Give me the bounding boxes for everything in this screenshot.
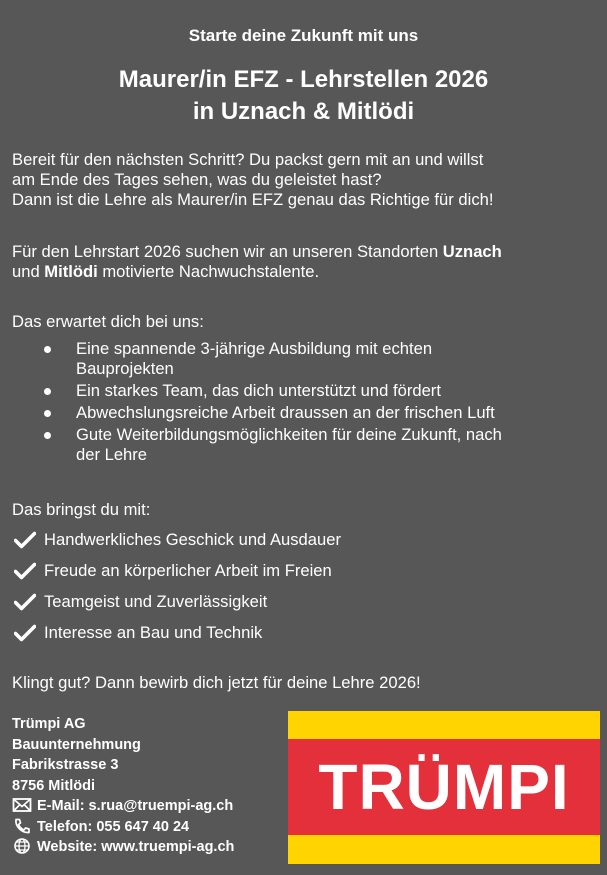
bullet-icon — [44, 432, 51, 439]
locations-and: und — [12, 262, 45, 281]
locations-prefix: Für den Lehrstart 2026 suchen wir an unseren Standorten — [12, 242, 443, 261]
bullet-icon — [44, 410, 51, 417]
title-line-2: in Uznach & Mitlödi — [192, 98, 415, 125]
contact-block — [12, 714, 302, 858]
list-item: Freude an körperlicher Arbeit im Freien — [12, 561, 600, 592]
requirements-list — [12, 530, 600, 654]
email-link[interactable]: E-Mail: s.rua@truempi-ag.ch — [37, 798, 234, 814]
list-item: Eine spannende 3-jährige Ausbildung mit echten Bauprojekten — [12, 339, 600, 379]
locations-line-2 — [12, 262, 600, 282]
intro-line-3: Dann ist die Lehre als Maurer/in EFZ genau das Richtige für dich! — [12, 190, 494, 209]
company-street: Fabrikstrasse 3 — [12, 757, 119, 773]
location-mitloedi: Mitlödi — [44, 262, 98, 281]
logo-red-band — [288, 739, 600, 835]
checkmark-icon — [14, 593, 36, 611]
locations-paragraph — [12, 242, 600, 282]
closing-text: Klingt gut? Dann bewirb dich jetzt für deine Lehre 2026! — [12, 673, 421, 692]
locations-suffix: motivierte Nachwuchstalente. — [97, 262, 320, 281]
checkmark-icon — [14, 562, 36, 580]
kicker-text: Starte deine Zukunft mit uns — [188, 26, 419, 45]
list-item: Handwerkliches Geschick und Ausdauer — [12, 530, 600, 561]
phone-icon — [12, 818, 32, 834]
intro-line-1: Bereit für den nächsten Schritt? Du packst gern mit an und willst — [12, 150, 484, 169]
checkmark-icon — [14, 624, 36, 642]
company-city: 8756 Mitlödi — [12, 777, 95, 794]
locations-line-1 — [12, 242, 600, 262]
intro-paragraph — [12, 150, 600, 210]
phone-row[interactable] — [12, 817, 302, 838]
envelope-icon — [12, 797, 32, 813]
list-item: Abwechslungsreiche Arbeit draussen an der frischen Luft — [12, 403, 600, 423]
truempi-logo — [288, 711, 600, 864]
requirements-heading: Das bringst du mit: — [12, 500, 151, 519]
company-division: Bauunternehmung — [12, 736, 141, 753]
bullet-icon — [44, 388, 51, 395]
globe-icon — [12, 838, 32, 854]
list-item: Gute Weiterbildungsmöglichkeiten für deine Zukunft, nach der Lehre — [12, 425, 600, 465]
list-item: Ein starkes Team, das dich unterstützt und fördert — [12, 381, 600, 401]
location-uznach: Uznach — [442, 242, 502, 261]
bullet-icon — [44, 346, 51, 353]
website-link[interactable]: Website: www.truempi-ag.ch — [37, 839, 235, 855]
email-row[interactable] — [12, 796, 302, 817]
title-line-1: Maurer/in EFZ - Lehrstellen 2026 — [118, 66, 489, 93]
page-title — [0, 64, 607, 128]
list-item: Teamgeist und Zuverlässigkeit — [12, 592, 600, 623]
company-name: Trümpi AG — [12, 716, 86, 732]
logo-wordmark: TRÜMPI — [318, 751, 570, 823]
checkmark-icon — [14, 531, 36, 549]
expect-list — [12, 339, 600, 467]
website-row[interactable] — [12, 837, 302, 858]
list-item: Interesse an Bau und Technik — [12, 623, 600, 654]
expect-heading: Das erwartet dich bei uns: — [12, 312, 204, 331]
intro-line-2: am Ende des Tages sehen, was du geleistet hast? — [12, 170, 382, 189]
phone-link[interactable]: Telefon: 055 647 40 24 — [37, 818, 190, 835]
